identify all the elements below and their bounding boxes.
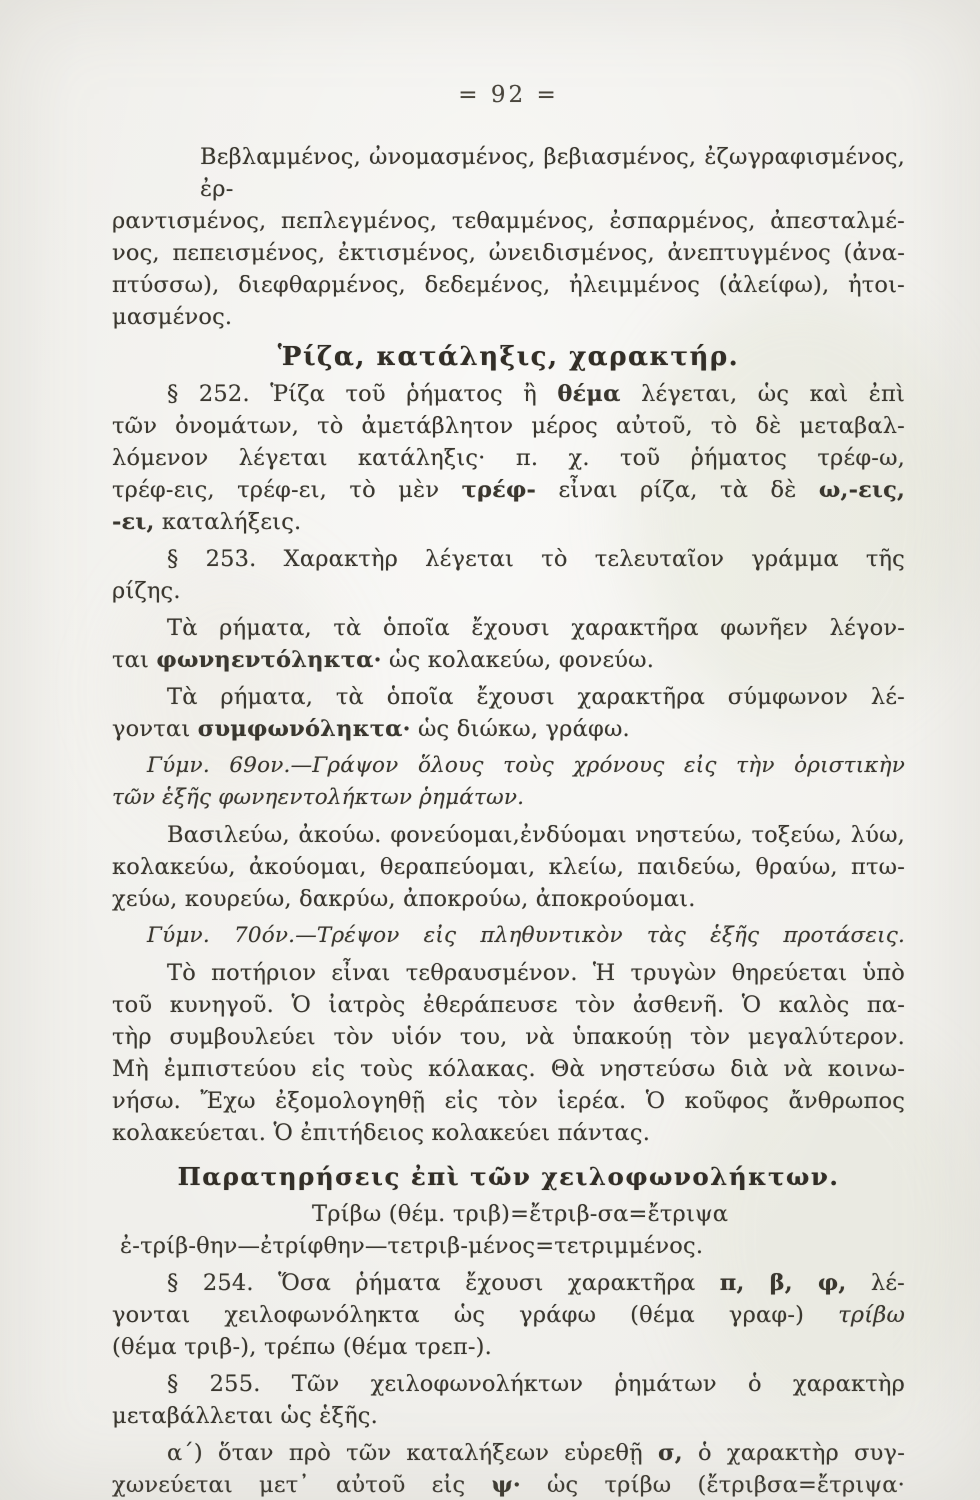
text-segment: ρίζης. [112, 578, 181, 604]
text-line [112, 782, 905, 814]
text-line [112, 1230, 905, 1262]
observations-heading: Παρατηρήσεις ἐπὶ τῶν χειλοφωνολήκτων. [177, 1162, 840, 1191]
text-segment: ὡς κολακεύω, φονεύω. [381, 647, 655, 673]
text-segment: Τὰ ρήματα, τὰ ὁποῖα ἔχουσι χαρακτῆρα σύμφωνον λέ- [167, 684, 905, 710]
text-segment: νήσω. Ἔχω ἐξομολογηθῇ εἰς τὸν ἱερέα. Ὁ κοῦφος ἄνθρωπος [112, 1088, 905, 1114]
text-segment: λόμενον λέγεται κατάληξις· π. χ. τοῦ ῥήματος τρέφ-ω, [112, 445, 905, 471]
text-segment: μασμένος. [112, 304, 233, 330]
alpha-rule-paragraph [112, 1437, 905, 1500]
text-segment: κολακεύω, ἀκούομαι, θεραπεύομαι, κλείω, παιδεύω, θραύω, πτω- [112, 854, 905, 880]
text-segment: χεύω, κουρεύω, δακρύω, ἀποκρούω, ἀποκρούομαι. [112, 886, 696, 912]
text-line [112, 1437, 905, 1469]
emphasized-text: σ, [657, 1440, 683, 1466]
text-segment: γονται [112, 716, 198, 742]
text-line [112, 1085, 905, 1117]
text-segment: μεταβάλλεται ὡς ἑξῆς. [112, 1403, 378, 1429]
section-252-paragraph [112, 378, 905, 538]
text-segment: πτύσσω), διεφθαρμένος, δεδεμένος, ἠλειμμένος (ἀλείφω), ἠτοι- [112, 272, 905, 298]
text-segment: Τὰ ρήματα, τὰ ὁποῖα ἔχουσι χαρακτῆρα φωνῆεν λέγον- [167, 615, 905, 641]
text-segment: Τρίβω (θέμ. τριβ)=ἔτριβ-σα=ἔτριψα [312, 1201, 729, 1227]
text-line [112, 1368, 905, 1400]
text-segment: ὡς διώκω, γράφω. [410, 716, 630, 742]
text-segment: (θέμα τριβ-), τρέπω (θέμα τρεπ-). [112, 1334, 492, 1360]
exercise-70 [112, 920, 905, 952]
text-line [112, 1469, 905, 1500]
emphasized-text: ψ· [491, 1472, 521, 1498]
text-segment: κολακεύεται. Ὁ ἐπιτήδειος κολακεύει πάντας. [112, 1120, 651, 1146]
text-line [112, 301, 905, 333]
text-segment: § 254. Ὅσα ῥήματα ἔχουσι χαρακτῆρα [167, 1270, 720, 1296]
vowel-stem-verbs-paragraph [112, 612, 905, 676]
text-segment: ραντισμένος, πεπλεγμένος, τεθαμμένος, ἐσπαρμένος, ἀπεσταλμέ- [112, 208, 905, 234]
tribo-formula [112, 1198, 905, 1262]
text-line [112, 957, 905, 989]
text-segment: § 253. Χαρακτὴρ λέγεται τὸ τελευταῖον γράμμα τῆς [167, 546, 905, 572]
section-254-paragraph [112, 1267, 905, 1363]
emphasized-text: φωνηεντόληκτα· [156, 647, 382, 673]
text-line [112, 1331, 905, 1363]
text-line [112, 378, 905, 410]
text-line [112, 410, 905, 442]
text-line [112, 851, 905, 883]
text-segment: λέ- [846, 1270, 905, 1296]
text-segment: Μὴ ἐμπιστεύου εἰς τοὺς κόλακας. Θὰ νηστεύσω διὰ νὰ κοινω- [112, 1056, 905, 1082]
text-line [112, 205, 905, 237]
section-255-paragraph [112, 1368, 905, 1432]
text-line [112, 819, 905, 851]
text-segment: γονται χειλοφωνόληκτα ὡς γράφω (θέμα γραφ-) [112, 1302, 839, 1328]
text-line [112, 474, 905, 506]
consonant-stem-verbs-paragraph [112, 681, 905, 745]
text-line [112, 1021, 905, 1053]
text-line [112, 644, 905, 676]
text-segment: τοῦ κυνηγοῦ. Ὁ ἰατρὸς ἐθεράπευσε τὸν ἀσθενῆ. Ὁ καλὸς πα- [112, 992, 905, 1018]
text-segment: Βεβλαμμένος, ὠνομασμένος, βεβιασμένος, ἐζωγραφισμένος, ἐρ- [200, 144, 905, 202]
text-segment: Τὸ ποτήριον εἶναι τεθραυσμένον. Ἡ τρυγὼν θηρεύεται ὑπὸ [167, 960, 905, 986]
sentences-paragraph [112, 957, 905, 1149]
emphasized-text: συμφωνόληκτα· [197, 716, 411, 742]
text-segment: § 252. Ῥίζα τοῦ ῥήματος ἢ [167, 381, 558, 407]
section-heading-riza-katalixis-charaktir: Ῥίζα, κατάληξις, χαρακτήρ. [277, 342, 740, 372]
exercise-69 [112, 750, 905, 814]
text-segment: τρέφ-εις, τρέφ-ει, τὸ μὲν [112, 477, 462, 503]
text-line [112, 883, 905, 915]
text-segment: Γύμν. 69ον.—Γράψον ὅλους τοὺς χρόνους εἰς τὴν ὁριστικὴν [147, 753, 905, 778]
text-line [112, 543, 905, 575]
page-body [112, 136, 905, 1500]
text-line [112, 141, 905, 205]
text-segment: ὁ χαρακτὴρ συγ- [682, 1440, 905, 1466]
text-segment: καταλήξεις. [154, 509, 302, 535]
text-line [112, 506, 905, 538]
emphasized-text: τρίβω [838, 1302, 905, 1328]
text-line [112, 1198, 905, 1230]
text-line [112, 269, 905, 301]
text-segment: λέγεται, ὡς καὶ ἐπὶ [620, 381, 905, 407]
text-segment: § 255. Τῶν χειλοφωνολήκτων ῥημάτων ὁ χαρακτὴρ [167, 1371, 905, 1397]
emphasized-text: ω,-εις, [818, 477, 905, 503]
text-segment: Βασιλεύω, ἀκούω. φονεύομαι,ἐνδύομαι νηστεύω, τοξεύω, λύω, [167, 822, 905, 848]
text-line [112, 442, 905, 474]
section-253-paragraph [112, 543, 905, 607]
text-line [112, 1267, 905, 1299]
text-line [112, 575, 905, 607]
text-segment: τῶν ἑξῆς φωνηεντολήκτων ῥημάτων. [112, 785, 525, 810]
emphasized-text: π, β, φ, [719, 1270, 847, 1296]
text-segment: χωνεύεται μετ᾽ αὐτοῦ εἰς [112, 1472, 492, 1498]
text-line [112, 750, 905, 782]
text-segment: ται [112, 647, 157, 673]
text-segment: τῶν ὀνομάτων, τὸ ἀμετάβλητον μέρος αὐτοῦ, τὸ δὲ μεταβαλ- [112, 413, 905, 439]
text-segment: α΄) ὅταν πρὸ τῶν καταλήξεων εὑρεθῇ [167, 1440, 658, 1466]
emphasized-text: -ει, [112, 509, 155, 535]
text-segment: τὴρ συμβουλεύει τὸν υἱόν του, νὰ ὑπακούῃ τὸν μεγαλύτερον. [112, 1024, 905, 1050]
page-number: = 92 = [458, 82, 559, 108]
intro-participles-paragraph [112, 141, 905, 333]
text-segment: εἶναι ρίζα, τὰ δὲ [536, 477, 819, 503]
text-line [112, 1117, 905, 1149]
text-line [112, 612, 905, 644]
text-segment: ἐ-τρίβ-θην—ἐτρίφθην—τετριβ-μένος=τετριμμένος. [120, 1233, 704, 1259]
text-line [112, 920, 905, 952]
text-line [112, 713, 905, 745]
verb-list-paragraph [112, 819, 905, 915]
text-line [112, 681, 905, 713]
text-line [112, 1400, 905, 1432]
emphasized-text: θέμα [557, 381, 621, 407]
emphasized-text: τρέφ- [461, 477, 537, 503]
text-segment: ὡς τρίβω (ἔτριβσα=ἔτριψα· [520, 1472, 905, 1498]
text-segment: Γύμν. 70όν.—Τρέψον εἰς πληθυντικὸν τὰς ἑξῆς προτάσεις. [147, 923, 905, 948]
text-segment: νος, πεπεισμένος, ἐκτισμένος, ὠνειδισμένος, ἀνεπτυγμένος (ἀνα- [112, 240, 905, 266]
text-line [112, 237, 905, 269]
text-line [112, 1053, 905, 1085]
text-line [112, 989, 905, 1021]
text-line [112, 1299, 905, 1331]
